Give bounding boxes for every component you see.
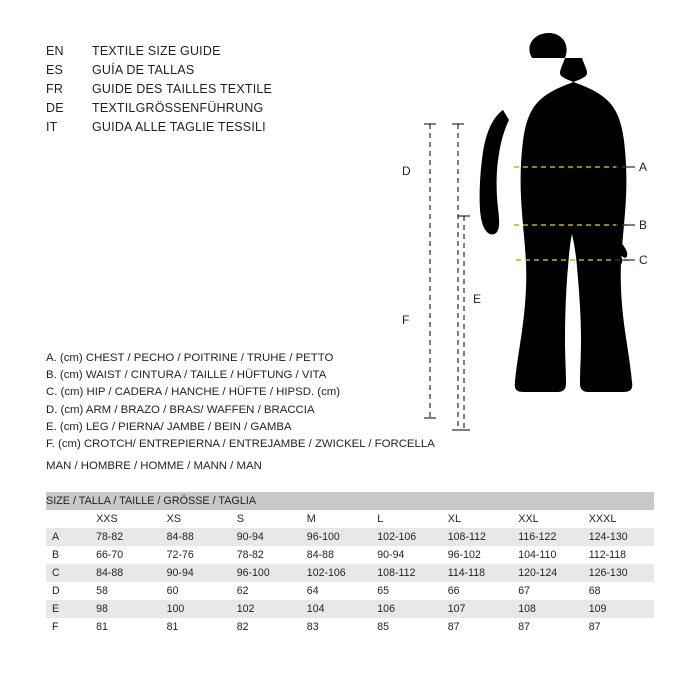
cell: 120-124 <box>512 564 582 582</box>
legend-item: A. (cm) CHEST / PECHO / POITRINE / TRUHE / PETTO <box>46 352 334 364</box>
cell: 104-110 <box>512 546 582 564</box>
language-code: FR <box>46 82 64 96</box>
language-row <box>46 44 376 63</box>
size-table <box>46 492 654 636</box>
cell: 85 <box>371 618 441 636</box>
legend-item: D. (cm) ARM / BRAZO / BRAS/ WAFFEN / BRACCIA <box>46 403 315 416</box>
row-label: B <box>46 546 90 564</box>
cell: 114-118 <box>442 564 512 582</box>
legend-item: C. (cm) HIP / CADERA / HANCHE / HÜFTE / HIPSD. (cm) <box>46 386 341 399</box>
cell: 104 <box>301 600 371 618</box>
size-table-wrapper <box>46 492 654 636</box>
language-title: GUIDE DES TAILLES TEXTILE <box>92 82 273 96</box>
row-label: D <box>46 582 90 600</box>
cell: 78-82 <box>231 546 301 564</box>
legend-item: E. (cm) LEG / PIERNA/ JAMBE / BEIN / GAMBA <box>46 420 292 433</box>
cell: 72-76 <box>161 546 231 564</box>
cell: 81 <box>161 618 231 636</box>
table-row <box>46 528 654 546</box>
language-code: ES <box>46 63 64 77</box>
cell: 90-94 <box>161 564 231 582</box>
table-title-row <box>46 492 654 510</box>
cell: 66-70 <box>90 546 161 564</box>
diagram-label-f: F <box>402 313 410 327</box>
cell: 112-118 <box>583 546 654 564</box>
language-row <box>46 120 376 139</box>
table-header-corner <box>46 510 90 528</box>
language-row <box>46 82 376 101</box>
cell: 66 <box>442 582 512 600</box>
language-code: EN <box>46 44 64 58</box>
cell: 68 <box>583 582 654 600</box>
table-row <box>46 618 654 636</box>
male-silhouette-icon <box>480 33 633 392</box>
table-row <box>46 564 654 582</box>
language-title: GUÍA DE TALLAS <box>92 63 195 77</box>
cell: 108-112 <box>442 528 512 546</box>
language-title: TEXTILE SIZE GUIDE <box>92 44 221 58</box>
table-header-m: M <box>301 510 371 528</box>
cell: 126-130 <box>583 564 654 582</box>
cell: 102-106 <box>371 528 441 546</box>
cell: 102 <box>231 600 301 618</box>
cell: 62 <box>231 582 301 600</box>
cell: 96-102 <box>442 546 512 564</box>
diagram-label-a: A <box>639 160 648 174</box>
cell: 108-112 <box>371 564 441 582</box>
cell: 100 <box>161 600 231 618</box>
cell: 107 <box>442 600 512 618</box>
cell: 87 <box>583 618 654 636</box>
diagram-label-b: B <box>639 218 648 232</box>
row-label: F <box>46 618 90 636</box>
cell: 96-100 <box>231 564 301 582</box>
cell: 78-82 <box>90 528 161 546</box>
bracket-e <box>458 216 470 430</box>
language-row <box>46 101 376 120</box>
diagram-label-c: C <box>639 253 648 267</box>
cell: 90-94 <box>371 546 441 564</box>
legend-item: B. (cm) WAIST / CINTURA / TAILLE / HÜFTUNG / VITA <box>46 369 327 382</box>
cell: 84-88 <box>301 546 371 564</box>
language-title: TEXTILGRÖSSENFÜHRUNG <box>92 101 264 115</box>
cell: 108 <box>512 600 582 618</box>
cell: 67 <box>512 582 582 600</box>
cell: 82 <box>231 618 301 636</box>
cell: 109 <box>583 600 654 618</box>
language-title: GUIDA ALLE TAGLIE TESSILI <box>92 120 266 134</box>
table-header-l: L <box>371 510 441 528</box>
cell: 83 <box>301 618 371 636</box>
legend-item: F. (cm) CROTCH/ ENTREPIERNA / ENTREJAMBE / ZWICKEL / FORCELLA <box>46 438 435 451</box>
legend-block <box>46 350 446 453</box>
cell: 84-88 <box>161 528 231 546</box>
table-row <box>46 600 654 618</box>
cell: 96-100 <box>301 528 371 546</box>
table-title: SIZE / TALLA / TAILLE / GRÖSSE / TAGLIA <box>46 492 654 510</box>
row-label: C <box>46 564 90 582</box>
cell: 60 <box>161 582 231 600</box>
language-row <box>46 63 376 82</box>
cell: 116-122 <box>512 528 582 546</box>
row-label: E <box>46 600 90 618</box>
cell: 124-130 <box>583 528 654 546</box>
cell: 98 <box>90 600 161 618</box>
language-code: IT <box>46 120 58 134</box>
table-header-xl: XL <box>442 510 512 528</box>
cell: 102-106 <box>301 564 371 582</box>
language-code: DE <box>46 101 64 115</box>
gender-label: MAN / HOMBRE / HOMME / MANN / MAN <box>46 460 262 472</box>
row-label: A <box>46 528 90 546</box>
table-row <box>46 582 654 600</box>
table-row <box>46 546 654 564</box>
table-header-xxxl: XXXL <box>583 510 654 528</box>
cell: 106 <box>371 600 441 618</box>
cell: 65 <box>371 582 441 600</box>
diagram-label-e: E <box>473 292 482 306</box>
table-header-xxl: XXL <box>512 510 582 528</box>
table-header-s: S <box>231 510 301 528</box>
language-title-block <box>46 44 376 139</box>
cell: 64 <box>301 582 371 600</box>
cell: 90-94 <box>231 528 301 546</box>
table-header-xs: XS <box>161 510 231 528</box>
table-header-xxs: XXS <box>90 510 161 528</box>
cell: 84-88 <box>90 564 161 582</box>
bracket-f <box>452 124 464 430</box>
cell: 58 <box>90 582 161 600</box>
diagram-label-d: D <box>402 164 411 178</box>
cell: 81 <box>90 618 161 636</box>
cell: 87 <box>442 618 512 636</box>
cell: 87 <box>512 618 582 636</box>
table-header-row <box>46 510 654 528</box>
